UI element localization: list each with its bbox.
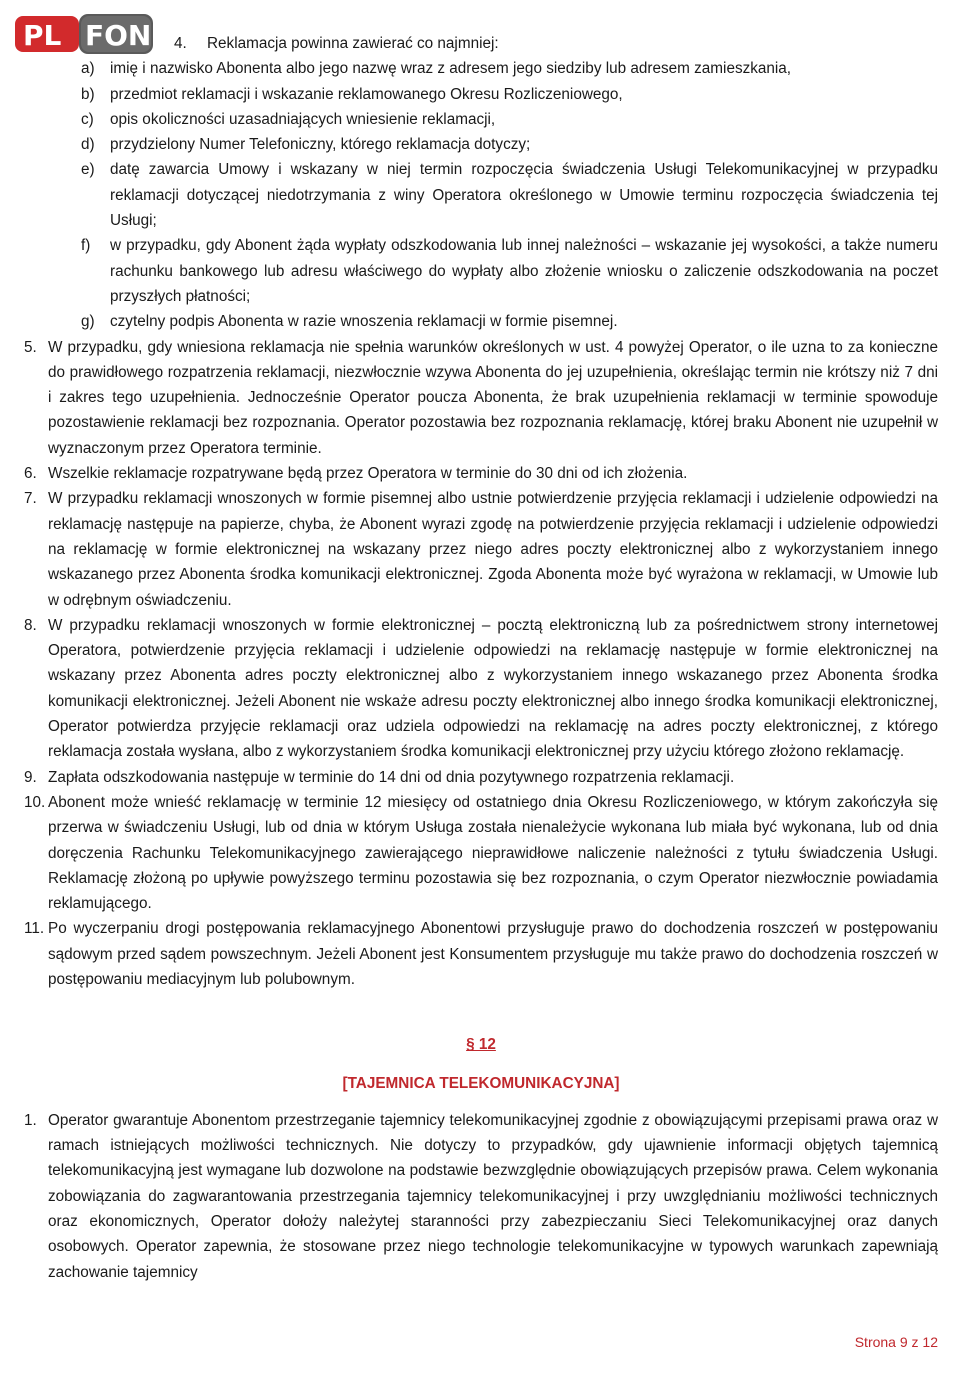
section-list-item-1: 1. Operator gwarantuje Abonentom przestrzeganie tajemnicy telekomunikacyjnej zgodnie z obowiązującymi przepisami prawa oraz w ramach istniejących możliwości technicznych. Nie dotyczy to przypadków, gdy ujawnienie informacji objętych tajemnicą telekomunikacyjną jest wymagane lub dozwolone na podstawie bezwzględnie obowiązujących przepisów prawa. Celem wykonania zobowiązania do zagwarantowania przestrzegania tajemnicy telekomunikacyjnej i przy uwzględnianiu możliwości technicznych oraz ekonomicznych, Operator dołoży należytej staranności przy zabezpieczaniu Sieci Telekomunikacyjnej oraz danych osobowych. Operator zapewnia, że stosowane przez niego technologie telekomunikacyjne w typowych warunkach zapewniają zachowanie tajemnicy: [24, 1111, 938, 1281]
subitem-a: a) imię i nazwisko Abonenta albo jego nazwę wraz z adresem jego siedziby lub adresem zamieszkania,: [81, 60, 792, 78]
list-item-9: 9. Zapłata odszkodowania następuje w terminie do 14 dni od dnia pozytywnego rozpatrzenia reklamacji.: [24, 768, 735, 786]
list-item-8: 8. W przypadku reklamacji wnoszonych w formie elektronicznej – pocztą elektroniczną lub za pośrednictwem strony internetowej Operatora, potwierdzenie przyjęcia reklamacji i udzielenie odpowiedzi na reklamację następuje w formie elektronicznej na wskazany przez Abonenta adres poczty elektronicznej albo z wykorzystaniem innego wskazanego przez Abonenta środka komunikacji elektronicznej. Jeżeli Abonent nie wskaże adresu poczty elektronicznej albo innego środka komunikacji elektronicznej, Operator potwierdza przyjęcie reklamacji oraz udziela odpowiedzi na reklamację na adres poczty elektronicznej, z którego reklamacja została wysłana, albo z wykorzystaniem środka komunikacji elektronicznej przy użyciu którego złożono reklamację.: [24, 616, 938, 761]
svg-text:PL: PL: [23, 19, 62, 52]
section-title: [TAJEMNICA TELEKOMUNIKACYJNA]: [342, 1074, 620, 1092]
page-number: Strona 9 z 12: [854, 1334, 938, 1350]
list-item-11: 11. Po wyczerpaniu drogi postępowania reklamacyjnego Abonentowi przysługuje prawo do dochodzenia roszczeń w postępowaniu sądowym przed sądem powszechnym. Jeżeli Abonent jest Konsumentem przysługuje mu także prawo do dochodzenia roszczeń w postępowaniu mediacyjnym lub polubownym.: [24, 920, 938, 988]
subitem-c: c) opis okoliczności uzasadniających wniesienie reklamacji,: [81, 110, 496, 128]
subitem-g: g) czytelny podpis Abonenta w razie wnoszenia reklamacji w formie pisemnej.: [81, 313, 618, 331]
document-body: [24, 31, 938, 1285]
item-number: 4.: [174, 35, 187, 52]
list-item-7: 7. W przypadku reklamacji wnoszonych w formie pisemnej albo ustnie potwierdzenie przyjęcia reklamacji i udzielenie odpowiedzi na reklamację następuje na papierze, chyba, że Abonent wyrazi zgodę na potwierdzenie przyjęcia reklamacji i udzielenie odpowiedzi na reklamację w formie elektronicznej na wskazany przez niego adres poczty elektronicznej albo z wykorzystaniem innego wskazanego przez Abonenta środka komunikacji elektronicznej. Zgoda Abonenta może być wyrażona w reklamacji, w Umowie lub w odrębnym oświadczeniu.: [24, 490, 938, 609]
list-item-6: 6. Wszelkie reklamacje rozpatrywane będą przez Operatora w terminie do 30 dni od ich złożenia.: [24, 465, 688, 483]
subitem-d: d) przydzielony Numer Telefoniczny, którego reklamacja dotyczy;: [81, 136, 531, 154]
svg-text:FON: FON: [85, 19, 152, 52]
subitem-e: e) datę zawarcia Umowy i wskazany w niej termin rozpoczęcia świadczenia Usługi Telekomunikacyjnej w przypadku reklamacji dotyczącej niedotrzymania z winy Operatora określonego w Umowie terminu rozpoczęcia świadczenia tej Usługi;: [81, 161, 938, 230]
list-item-4: [24, 31, 938, 56]
list-item-10: 10. Abonent może wnieść reklamację w terminie 12 miesięcy od ostatniego dnia Okresu Rozliczeniowego, w którym zakończyła się przerwa w świadczeniu Usługi, lub od dnia w którym Usługa została nienależycie wykonana lub miała być wykonana, lub od dnia doręczenia Rachunku Telekomunikacyjnego zawierającego nieprawidłowe naliczenie należności z tytułu świadczenia Usługi. Reklamację złożoną po upływie powyższego terminu pozostawia się bez rozpoznania, o czym Operator niezwłocznie powiadamia reklamującego.: [24, 793, 938, 913]
list-item-5: 5. W przypadku, gdy wniesiona reklamacja nie spełnia warunków określonych w ust. 4 powyżej Operator, o ile uzna to za konieczne do prawidłowego rozpatrzenia reklamacji, niezwłocznie wzywa Abonenta do jej uzupełnienia, określając termin nie krótszy niż 7 dni i zakres tego uzupełnienia. Jednocześnie Operator poucza Abonenta, że brak uzupełnienia reklamacji w terminie spowoduje pozostawienie reklamacji bez rozpoznania. Operator pozostawia bez rozpoznania reklamację, której braku Abonent nie uzupełnił w wyznaczonym przez Operatora terminie.: [24, 338, 938, 457]
subitem-f: f) w przypadku, gdy Abonent żąda wypłaty odszkodowania lub innej należności – wskazanie jej wysokości, a także numeru rachunku bankowego lub adresu właściwego do wypłaty albo złożenie wniosku o zaliczenie odszkodowania na poczet przyszłych płatności;: [81, 237, 938, 305]
item-text: Reklamacja powinna zawierać co najmniej:: [207, 35, 499, 52]
subitem-b: b) przedmiot reklamacji i wskazanie reklamowanego Okresu Rozliczeniowego,: [81, 85, 623, 103]
section-number: § 12: [466, 1036, 496, 1054]
